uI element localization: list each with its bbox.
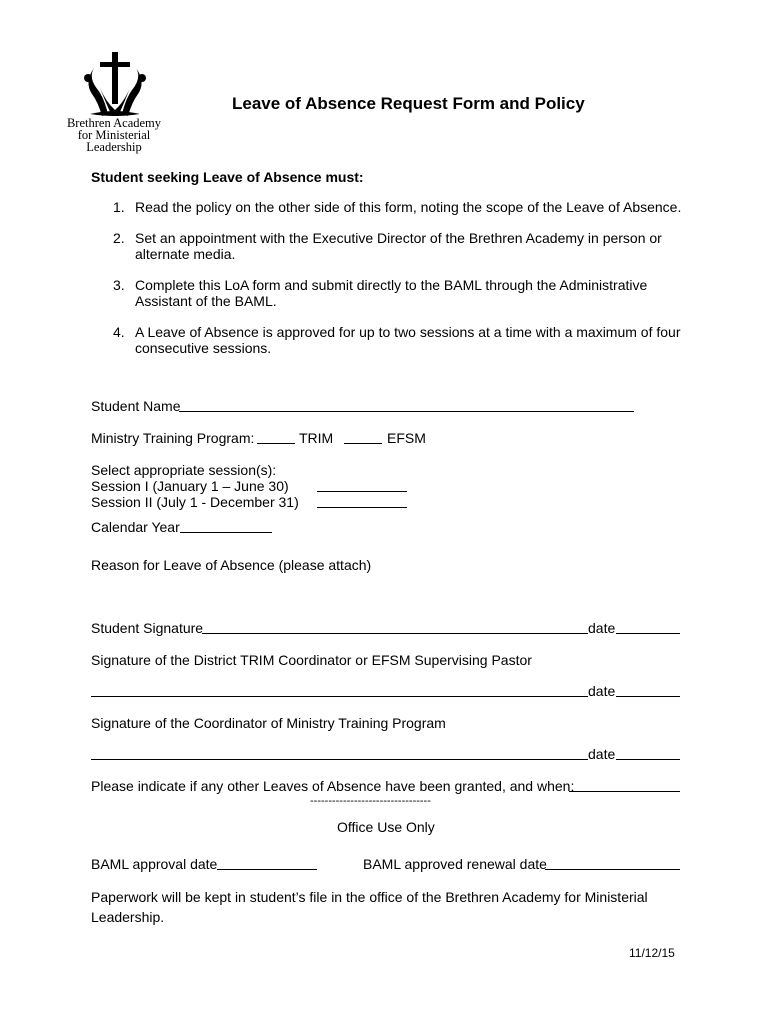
- page-title: Leave of Absence Request Form and Policy: [232, 94, 585, 113]
- steps-list: [91, 199, 691, 371]
- district-signature-label: Signature of the District TRIM Coordinator or EFSM Supervising Pastor: [91, 652, 532, 668]
- coordinator-signature-date-field[interactable]: [616, 759, 680, 760]
- program-label: Ministry Training Program:: [91, 430, 255, 446]
- district-signature-field[interactable]: [91, 696, 588, 697]
- baml-approval-date-label: BAML approval date: [91, 856, 218, 872]
- other-leaves-label: Please indicate if any other Leaves of Absence have been granted, and when:: [91, 778, 575, 794]
- student-name-field[interactable]: [179, 411, 634, 412]
- session-2-label: Session II (July 1 - December 31): [91, 494, 299, 510]
- select-sessions-label: Select appropriate session(s):: [91, 462, 277, 478]
- logo-line-3: Leadership: [86, 140, 142, 154]
- date-label: date: [588, 683, 616, 699]
- calendar-year-label: Calendar Year: [91, 519, 180, 535]
- intro-heading: Student seeking Leave of Absence must:: [91, 169, 364, 185]
- baml-renewal-date-field[interactable]: [545, 869, 680, 870]
- coordinator-signature-field[interactable]: [91, 759, 588, 760]
- list-item: 2. Set an appointment with the Executive Director of the Brethren Academy in person or alternate media.: [113, 230, 662, 262]
- session-1-field[interactable]: [317, 491, 407, 492]
- student-signature-field[interactable]: [202, 633, 588, 634]
- trim-label: TRIM: [299, 430, 334, 446]
- logo-line-1: Brethren Academy: [66, 116, 162, 130]
- other-leaves-field[interactable]: [569, 791, 680, 792]
- baml-renewal-date-label: BAML approved renewal date: [363, 856, 547, 872]
- baml-approval-date-field[interactable]: [217, 869, 317, 870]
- logo-line-2: for Ministerial: [77, 128, 151, 142]
- calendar-year-field[interactable]: [180, 532, 272, 533]
- trim-blank[interactable]: [257, 443, 295, 444]
- efsm-label: EFSM: [387, 430, 426, 446]
- district-signature-date-field[interactable]: [616, 696, 680, 697]
- date-label: date: [588, 746, 616, 762]
- student-signature-label: Student Signature: [91, 620, 204, 636]
- reason-label: Reason for Leave of Absence (please attach): [91, 557, 372, 573]
- office-divider: ---------------------------------: [310, 795, 431, 807]
- session-1-label: Session I (January 1 – June 30): [91, 478, 289, 494]
- office-use-heading: Office Use Only: [337, 819, 435, 835]
- list-item: 4. A Leave of Absence is approved for up to two sessions at a time with a maximum of four consecutive sessions.: [113, 324, 681, 356]
- student-signature-date-field[interactable]: [616, 633, 680, 634]
- student-name-label: Student Name: [91, 398, 181, 414]
- list-item: 1. Read the policy on the other side of this form, noting the scope of the Leave of Absence.: [113, 199, 682, 215]
- footer-note: Paperwork will be kept in student’s file in the office of the Brethren Academy for Ministerial Leadership.: [91, 889, 648, 925]
- revision-date: 11/12/15: [629, 946, 675, 960]
- list-item: 3. Complete this LoA form and submit directly to the BAML through the Administrative Assistant of the BAML.: [113, 277, 648, 309]
- coordinator-signature-label: Signature of the Coordinator of Ministry Training Program: [91, 715, 446, 731]
- efsm-blank[interactable]: [344, 443, 382, 444]
- session-2-field[interactable]: [317, 507, 407, 508]
- date-label: date: [588, 620, 616, 636]
